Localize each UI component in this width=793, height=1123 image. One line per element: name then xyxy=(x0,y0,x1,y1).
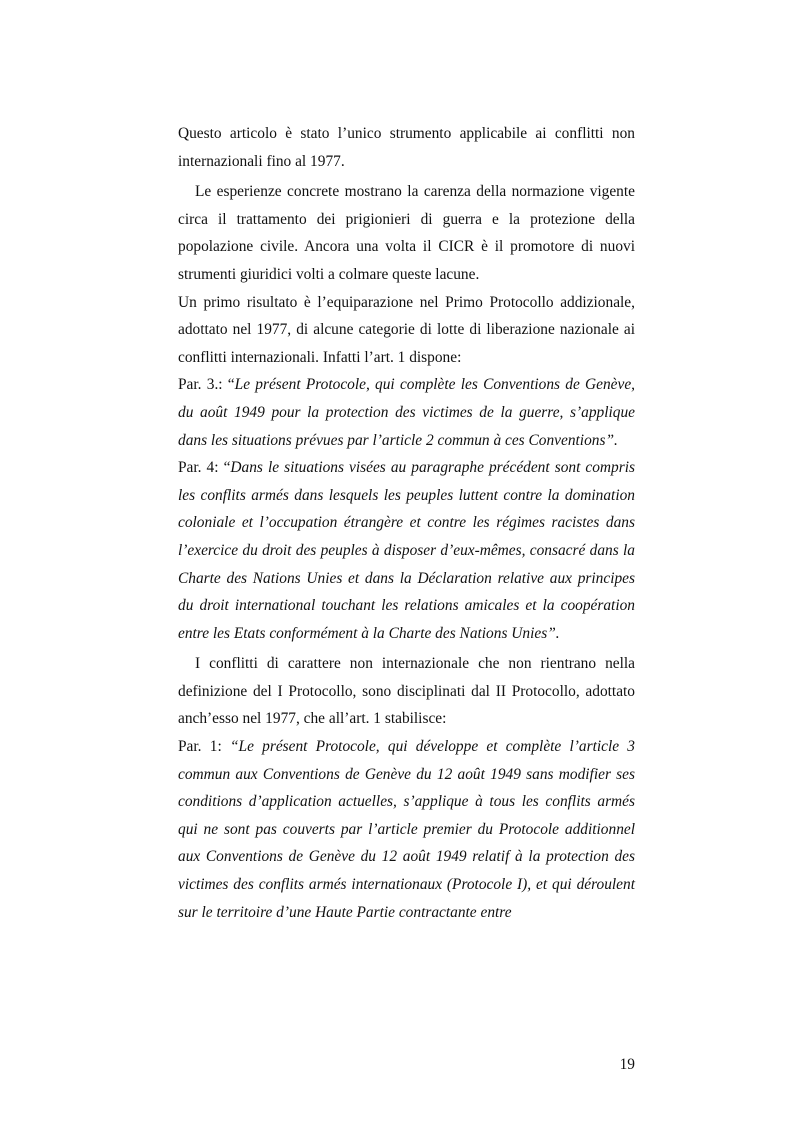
paragraph-article-scope xyxy=(178,120,635,175)
french-quote-text: Dans le situations visées au paragraphe précédent sont compris les conflits armés dans lesquels les peuples luttent contre la domination coloniale et l’occupation étrangère et contre les régimes racistes dans l’exercice du droit des peuples à disposer d’eux-mêmes, consacré dans la Charte des Nations Unies et dans la Déclaration relative aux principes du droit international touchant les relations amicales et la coopération entre les Etats conformément à la Charte des Nations Unies”. xyxy=(178,459,635,642)
body-text xyxy=(178,120,635,926)
paragraph-text: Un primo risultato è l’equiparazione nel Primo Protocollo addizionale, adottato nel 1977, di alcune categorie di lotte di liberazione nazionale ai conflitti internazionali. Infatti l’art. 1 dispone: xyxy=(178,293,635,366)
paragraph-text: Questo articolo è stato l’unico strumento applicabile ai conflitti non internazionali fino al 1977. xyxy=(178,125,635,170)
french-quote-text: “Le présent Protocole, qui développe et complète l’article 3 commun aux Conventions de Genève du 12 août 1949 sans modifier ses conditions d’application actuelles, s’applique à tous les conflits armés qui ne sont pas couverts par l’article premier du Protocole additionnel aux Conventions de Genève du 12 août 1949 relatif à la protection des victimes des conflits armés internationaux (Protocole I), et qui déroulent sur le territoire d’une Haute Partie contractante entre xyxy=(178,738,635,921)
paragraph-first-protocol xyxy=(178,289,635,372)
page-number: 19 xyxy=(619,1056,635,1073)
french-quote-text: Le présent Protocole, qui complète les Conventions de Genève, du août 1949 pour la protection des victimes de la guerre, s’applique dans les situations prévues par l’article 2 commun à ces Conventions”. xyxy=(178,376,636,449)
paragraph-label: Par. 3.: “ xyxy=(178,376,235,394)
paragraph-label: Par. 1: xyxy=(178,738,230,756)
paragraph-text: Le esperienze concrete mostrano la carenza della normazione vigente circa il trattamento dei prigionieri di guerra e la protezione della popolazione civile. Ancora una volta il CICR è il promotore di nuovi strumenti giuridici volti a colmare queste lacune. xyxy=(178,183,635,283)
paragraph-label: Par. 4: “ xyxy=(178,459,231,477)
paragraph-second-protocol xyxy=(178,650,635,733)
paragraph-text: I conflitti di carattere non internazionale che non rientrano nella definizione del I Protocollo, sono disciplinati dal II Protocollo, adottato anch’esso nel 1977, che all’art. 1 stabilisce: xyxy=(178,655,635,728)
paragraph-cicr-experiences xyxy=(178,178,635,288)
quote-par-1 xyxy=(178,733,635,926)
quote-par-3 xyxy=(178,371,635,454)
quote-par-4 xyxy=(178,454,635,647)
